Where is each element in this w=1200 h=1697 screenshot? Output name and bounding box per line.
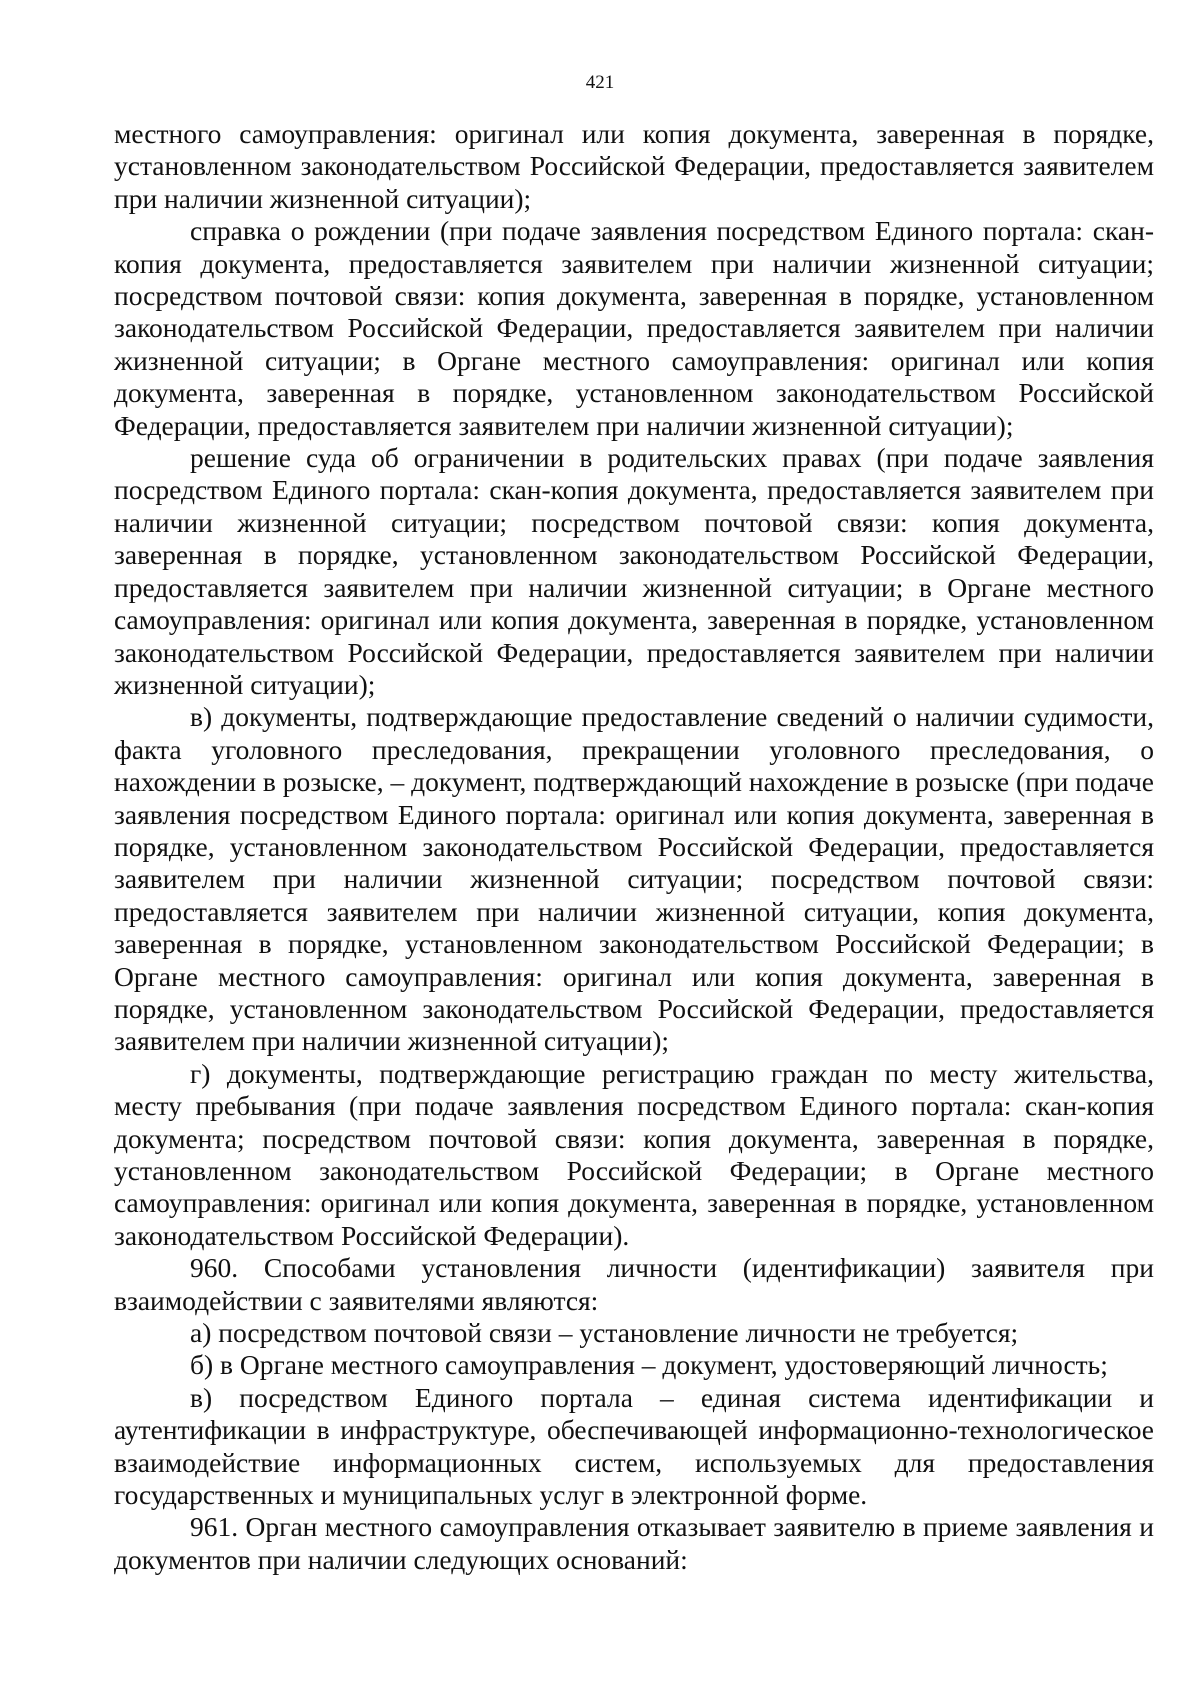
paragraph-961: 961. Орган местного самоуправления отказывает заявителю в приеме заявления и документов при наличии следующих оснований: — [114, 1511, 1154, 1575]
paragraph-960-item-a: а) посредством почтовой связи – установление личности не требуется; — [190, 1317, 1019, 1349]
paragraph-court-decision: решение суда об ограничении в родительских правах (при подаче заявления посредством Единого портала: скан-копия документа, предоставляется заявителем при наличии жизненной ситуации; посредством почтовой связи: копия документа, заверенная в порядке, установленном законодательством Российской Федерации, предоставляется заявителем при наличии жизненной ситуации; в Органе местного самоуправления: оригинал или копия документа, заверенная в порядке, установленном законодательством Российской Федерации, предоставляется заявителем при наличии жизненной ситуации); — [114, 442, 1154, 700]
paragraph-960-item-b: б) в Органе местного самоуправления – документ, удостоверяющий личность; — [190, 1349, 1108, 1381]
paragraph-continuation: местного самоуправления: оригинал или копия документа, заверенная в порядке, установленном законодательством Российской Федерации, предоставляется заявителем при наличии жизненной ситуации); — [114, 118, 1154, 214]
paragraph-item-g-registration: г) документы, подтверждающие регистрацию граждан по месту жительства, месту пребывания (при подаче заявления посредством Единого портала: скан-копия документа; посредством почтовой связи: копия документа, заверенная в порядке, установленном законодательством Российской Федерации; в Органе местного самоуправления: оригинал или копия документа, заверенная в порядке, установленном законодательством Российской Федерации). — [114, 1057, 1154, 1251]
paragraph-960-item-v: в) посредством Единого портала – единая система идентификации и аутентификации в инфраструктуре, обеспечивающей информационно-технологическое взаимодействие информационных систем, используемых для предоставления государственных и муниципальных услуг в электронной форме. — [114, 1381, 1154, 1511]
paragraph-birth-certificate: справка о рождении (при подаче заявления посредством Единого портала: скан-копия документа, предоставляется заявителем при наличии жизненной ситуации; посредством почтовой связи: копия документа, заверенная в порядке, установленном законодательством Российской Федерации, предоставляется заявителем при наличии жизненной ситуации; в Органе местного самоуправления: оригинал или копия документа, заверенная в порядке, установленном законодательством Российской Федерации, предоставляется заявителем при наличии жизненной ситуации); — [114, 215, 1154, 441]
page-number: 421 — [585, 72, 615, 93]
paragraph-item-v-criminal-record: в) документы, подтверждающие предоставление сведений о наличии судимости, факта уголовного преследования, прекращении уголовного преследования, о нахождении в розыске, – документ, подтверждающий нахождение в розыске (при подаче заявления посредством Единого портала: оригинал или копия документа, заверенная в порядке, установленном законодательством Российской Федерации, предоставляется заявителем при наличии жизненной ситуации; посредством почтовой связи: предоставляется заявителем при наличии жизненной ситуации, копия документа, заверенная в порядке, установленном законодательством Российской Федерации; в Органе местного самоуправления: оригинал или копия документа, заверенная в порядке, установленном законодательством Российской Федерации, предоставляется заявителем при наличии жизненной ситуации); — [114, 701, 1154, 1057]
document-body — [114, 118, 1154, 1576]
paragraph-960: 960. Способами установления личности (идентификации) заявителя при взаимодействии с заявителями являются: — [114, 1252, 1154, 1316]
